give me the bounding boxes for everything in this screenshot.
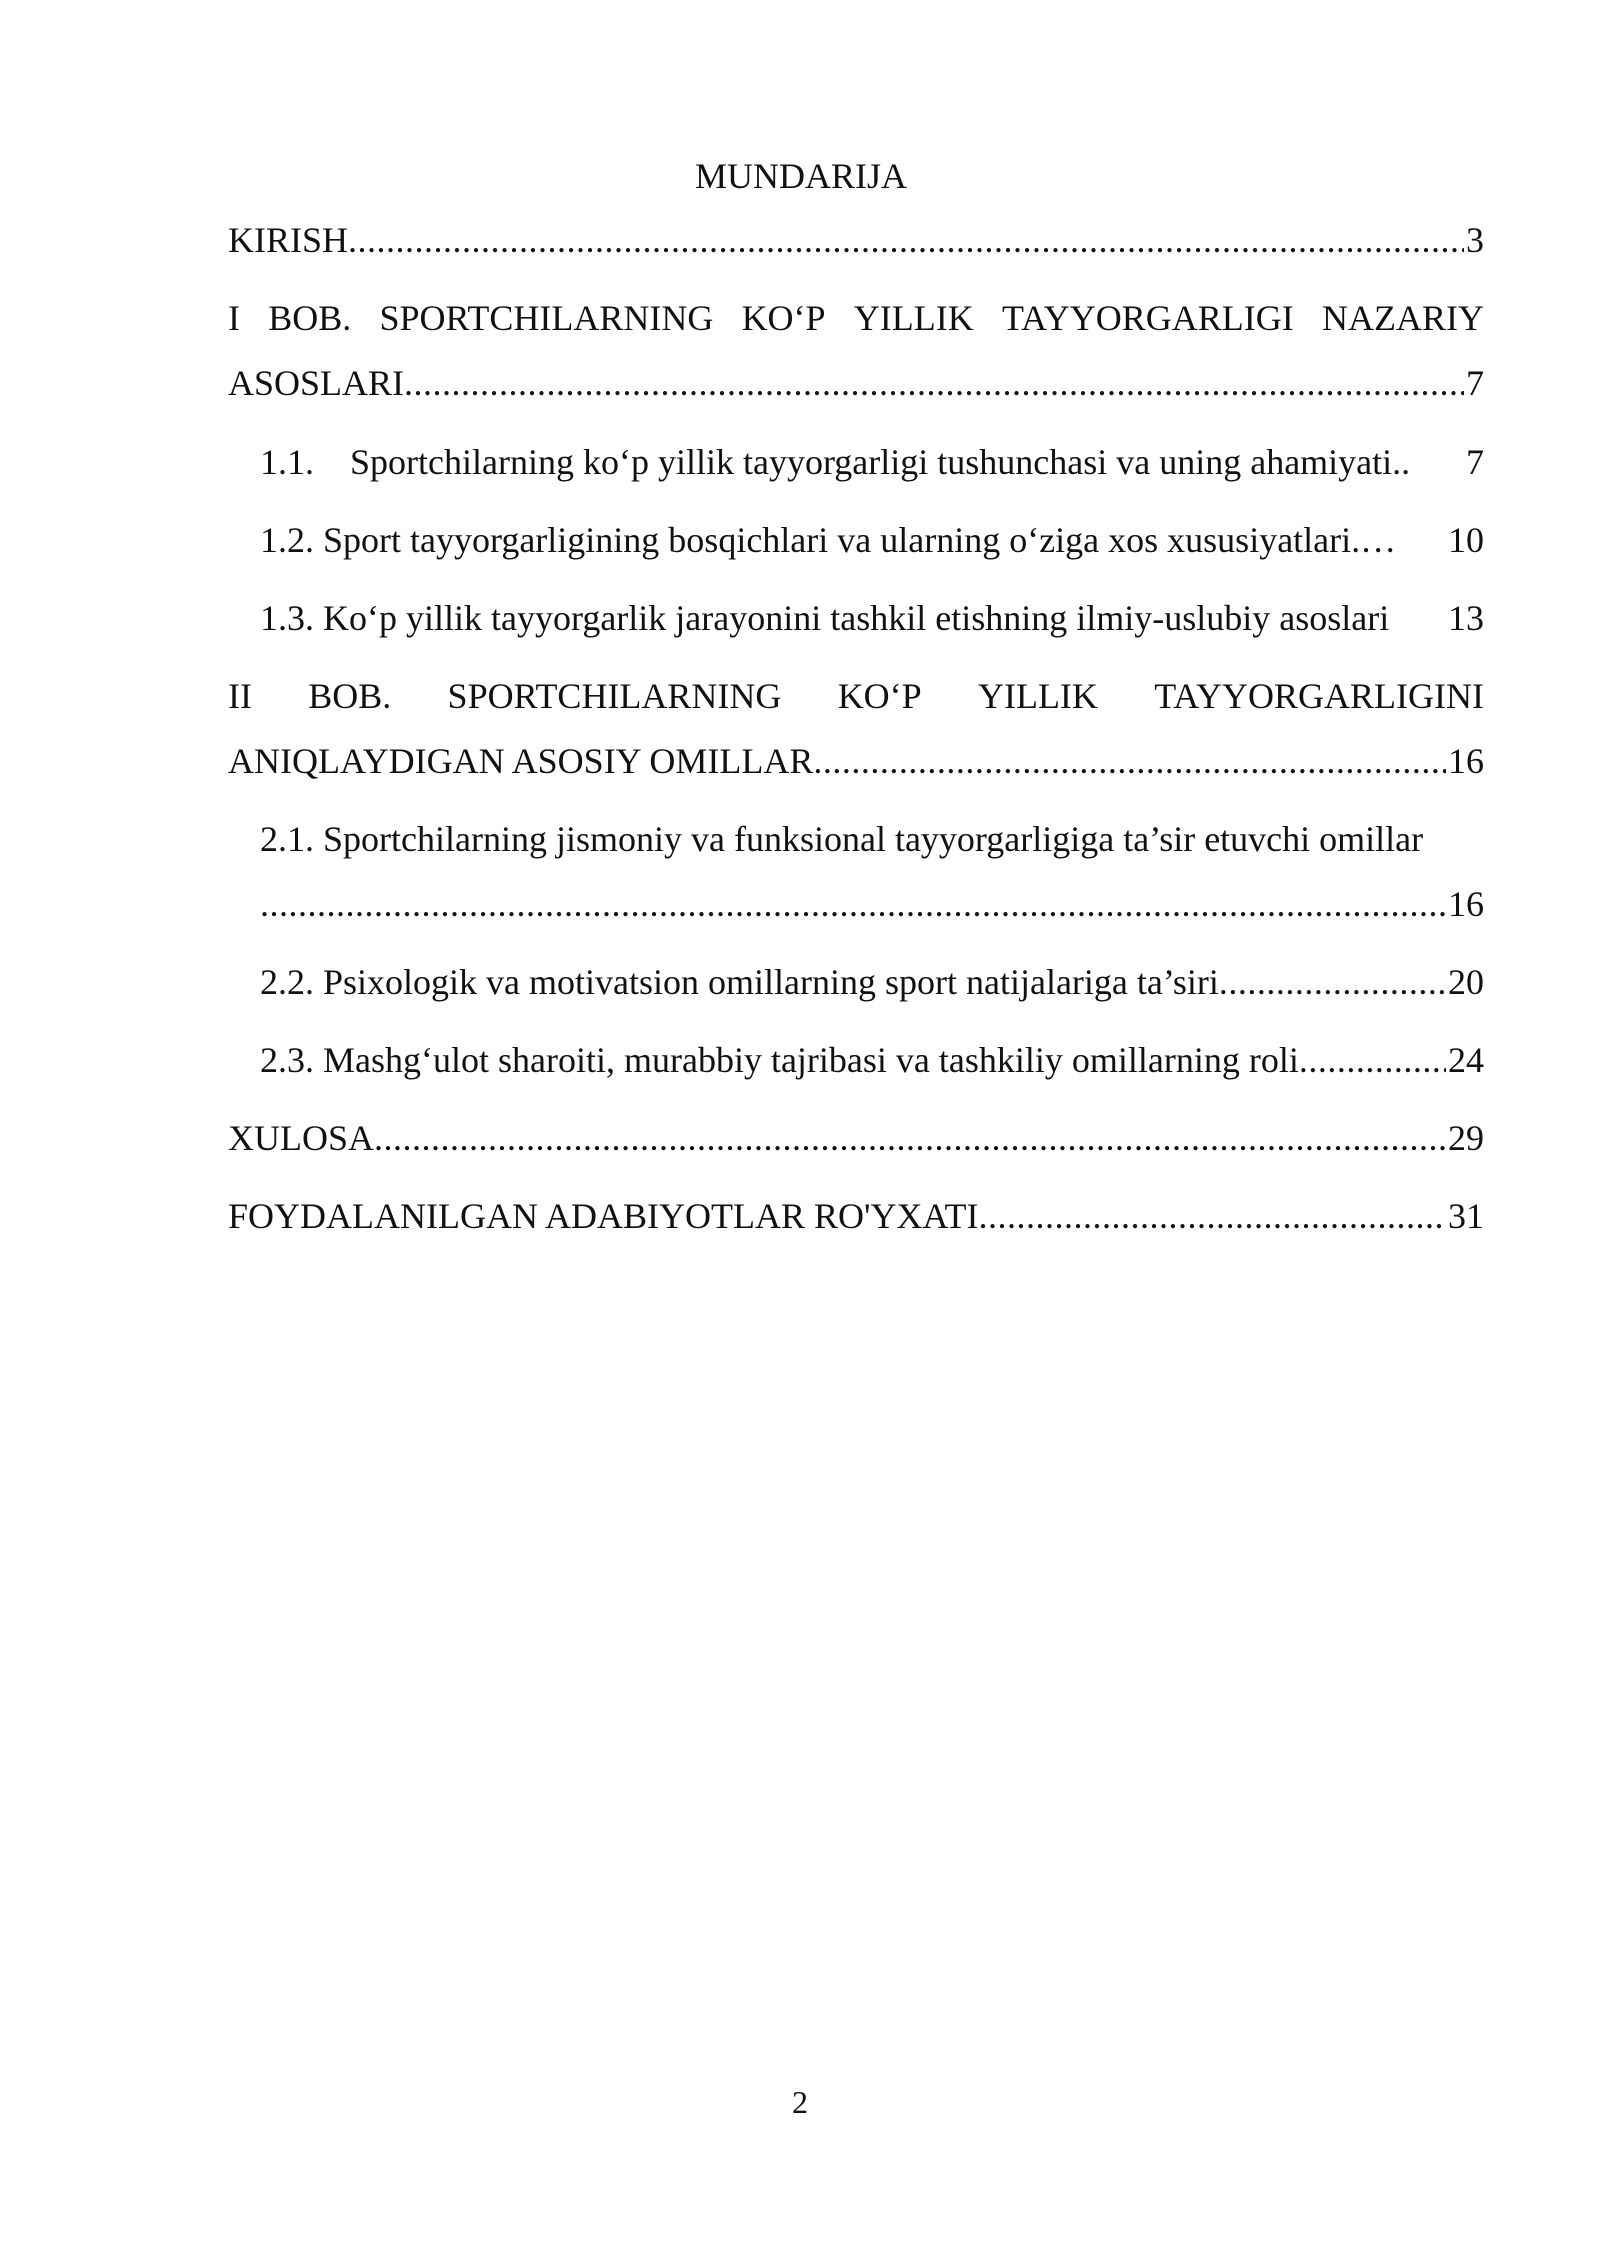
toc-word: I [228,298,240,338]
dot-leader [404,358,1464,408]
toc-word: SPORTCHILARNING [379,298,714,338]
toc-entry-title: 1.1. Sportchilarning ko‘p yillik tayyorgarligi tushunchasi va uning ahamiyati.. [260,442,1411,482]
toc-entry-title: KIRISH [228,220,349,260]
dot-leader [978,1191,1446,1241]
toc-entry-page: 24 [1448,1040,1484,1080]
toc-word: BOB. [308,676,392,716]
toc-word: YILLIK [977,676,1098,716]
toc-entry-title: FOYDALANILGAN ADABIYOTLAR RO'YXATI [228,1196,979,1236]
toc-entry-title: 2.3. Mashg‘ulot sharoiti, murabbiy tajribasi va tashkiliy omillarning roli [260,1040,1299,1080]
toc-entry-title: 1.3. Ko‘p yillik tayyorgarlik jarayonini tashkil etishning ilmiy-uslubiy asoslari [260,598,1390,638]
toc-entry-title: XULOSA [228,1118,375,1158]
dot-leader [813,736,1446,786]
toc-entry-page: 16 [1448,884,1484,924]
toc-entry-2-1-line2[interactable] [260,879,1484,929]
toc-entry-page: 16 [1448,741,1484,781]
toc-entry-page: 13 [1448,598,1484,638]
page-number [0,2082,1600,2122]
toc-word: KO‘P [837,676,922,716]
toc-entry-xulosa[interactable] [228,1113,1484,1163]
toc-entry-title: ASOSLARI [228,363,405,403]
toc-heading-text: MUNDARIJA [694,156,907,196]
toc-entry-1-1[interactable] [260,437,1484,487]
toc-entry-bob1-line1[interactable] [228,293,1484,343]
toc-word: II [228,676,252,716]
toc-word: SPORTCHILARNING [447,676,782,716]
dot-leader [1219,957,1446,1007]
toc-entry-adabiyotlar[interactable] [228,1191,1484,1241]
toc-entry-1-2[interactable] [260,515,1484,565]
toc-entry-page: 20 [1448,962,1484,1002]
toc-word: TAYYORGARLIGINI [1154,676,1484,716]
toc-entry-bob2-line1[interactable] [228,671,1484,721]
toc-entry-title: 1.2. Sport tayyorgarligining bosqichlari va ularning o‘ziga xos xususiyatlari.… [260,520,1397,560]
dot-leader [374,1113,1446,1163]
toc-entry-title: 2.2. Psixologik va motivatsion omillarning sport natijalariga ta’siri [260,962,1219,1002]
dot-leader [1299,1035,1446,1085]
toc-entry-page: 7 [1466,442,1484,482]
toc-entry-kirish[interactable] [228,215,1484,265]
toc-entry-page: 10 [1448,520,1484,560]
toc-word: BOB. [268,298,352,338]
dot-leader [348,215,1464,265]
toc-entry-2-1-line1[interactable] [260,814,1484,864]
toc-word: KO‘P [741,298,826,338]
dot-leader [260,879,1446,929]
toc-entry-page: 31 [1448,1196,1484,1236]
toc-entry-page: 29 [1448,1118,1484,1158]
toc-word: YILLIK [853,298,974,338]
toc-heading [0,154,1600,198]
toc-word: NAZARIY [1321,298,1484,338]
toc-entry-2-2[interactable] [260,957,1484,1007]
toc-entry-title: ANIQLAYDIGAN ASOSIY OMILLAR [228,741,814,781]
toc-entry-page: 3 [1466,220,1484,260]
toc-word: TAYYORGARLIGI [1001,298,1294,338]
toc-entry-page: 7 [1466,363,1484,403]
toc-entry-1-3[interactable] [260,593,1484,643]
toc-entry-bob2-line2[interactable] [228,736,1484,786]
page-number-text: 2 [792,2084,808,2120]
toc-entry-bob1-line2[interactable] [228,358,1484,408]
toc-entry-2-3[interactable] [260,1035,1484,1085]
toc-entry-title: 2.1. Sportchilarning jismoniy va funksional tayyorgarligiga ta’sir etuvchi omillar [260,819,1424,859]
